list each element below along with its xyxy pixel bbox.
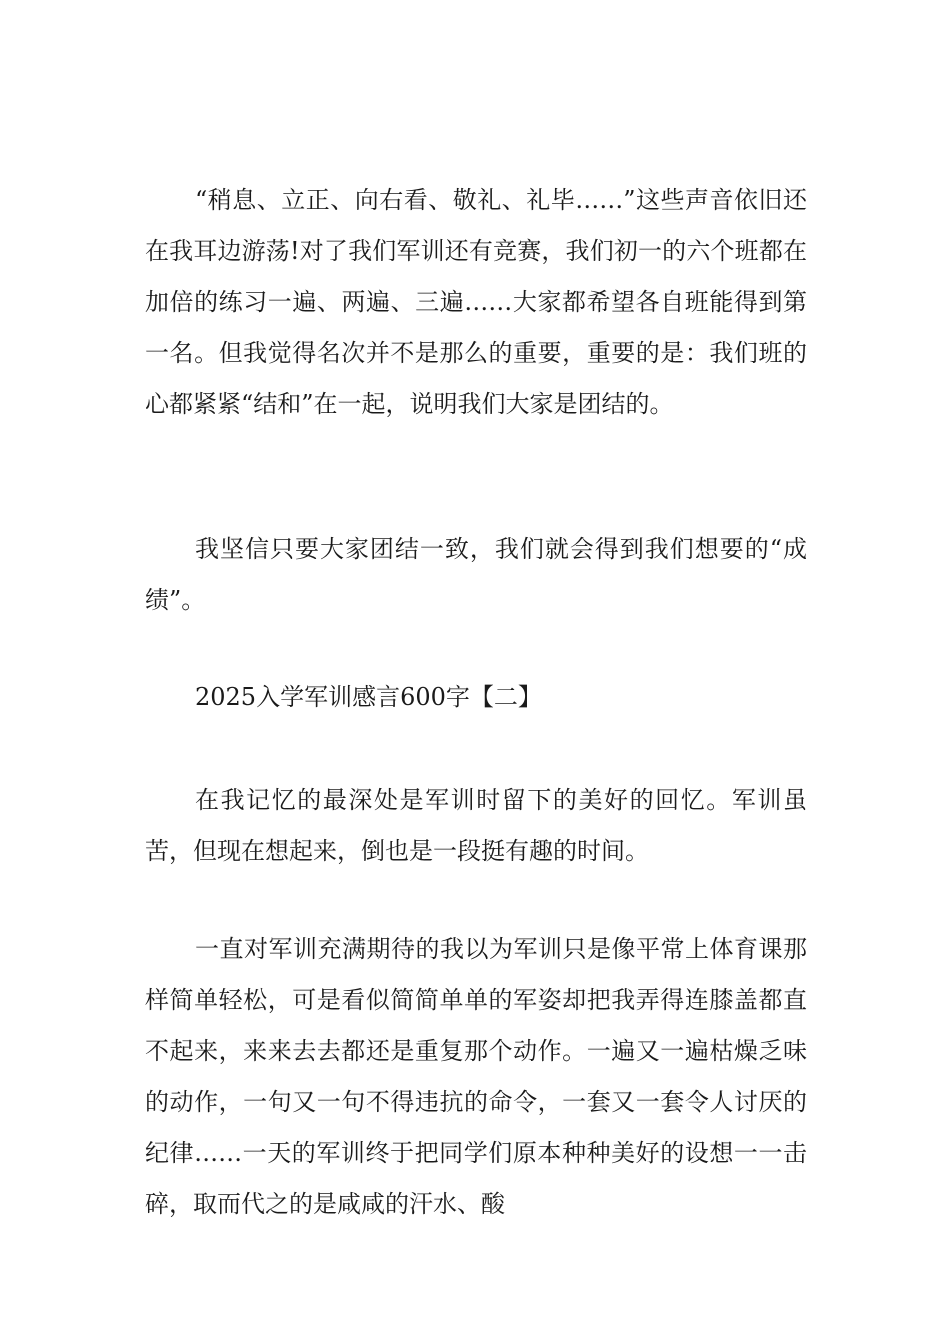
paragraph-unity-belief: 我坚信只要大家团结一致，我们就会得到我们想要的“成绩”。	[145, 535, 807, 614]
paragraph-drill-commands: “稍息、立正、向右看、敬礼、礼毕……”这些声音依旧还在我耳边游荡!对了我们军训还有竞赛，我们初一的六个班都在加倍的练习一遍、两遍、三遍……大家都希望各自班能得到第一名。但我觉得名次并不是那么的重要，重要的是：我们班的心都紧紧“结和”在一起，说明我们大家是团结的。	[145, 186, 807, 418]
section-heading: 2025入学军训感言600字【二】	[195, 683, 542, 711]
paragraph-expectations: 一直对军训充满期待的我以为军训只是像平常上体育课那样简单轻松，可是看似简简单单的军姿却把我弄得连膝盖都直不起来，来来去去都还是重复那个动作。一遍又一遍枯燥乏味的动作，一句又一句不得违抗的命令，一套又一套令人讨厌的纪律……一天的军训终于把同学们原本种种美好的设想一一击碎，取而代之的是咸咸的汗水、酸	[145, 935, 807, 1218]
paragraph-memory: 在我记忆的最深处是军训时留下的美好的回忆。军训虽苦，但现在想起来，倒也是一段挺有趣的时间。	[145, 786, 807, 865]
